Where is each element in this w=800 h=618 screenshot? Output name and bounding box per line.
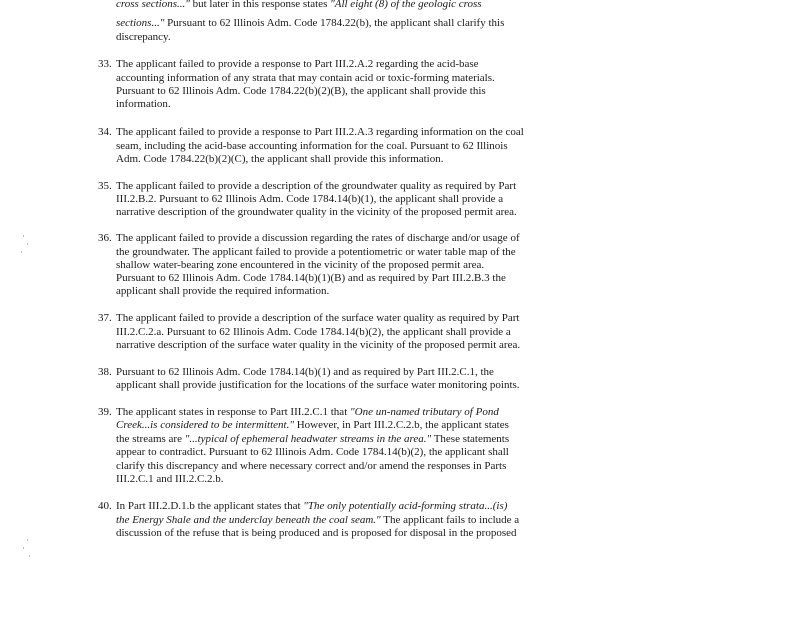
- item-37-line: The applicant failed to provide a description of the surface water quality as required by Part: [116, 312, 520, 324]
- fragment-line-2: [116, 17, 504, 30]
- scan-speck: ·: [22, 231, 25, 241]
- item-36-line: shallow water-bearing zone encountered in the vicinity of the proposed permit area.: [116, 259, 485, 271]
- item-number: 37.: [98, 312, 112, 324]
- item-38-line: Pursuant to 62 Illinois Adm. Code 1784.14(b)(1) and as required by Part III.2.C.1, the: [116, 366, 494, 378]
- scan-speck: ·: [20, 247, 23, 257]
- fragment-quote-1: cross sections...": [116, 0, 190, 10]
- item-36-line: The applicant failed to provide a discussion regarding the rates of discharge and/or usage of: [116, 232, 520, 244]
- item-39-line: appear to contradict. Pursuant to 62 Illinois Adm. Code 1784.14(b)(2), the applicant shall: [116, 446, 509, 458]
- fragment-quote-2: "All eight (8) of the geologic cross: [330, 0, 482, 10]
- item-number: 39.: [98, 406, 112, 418]
- fragment-text-2: Pursuant to 62 Illinois Adm. Code 1784.22(b), the applicant shall clarify this: [164, 17, 505, 29]
- item-33-line: The applicant failed to provide a response to Part III.2.A.2 regarding the acid-base: [116, 58, 479, 70]
- item-36-line: the groundwater. The applicant failed to provide a potentiometric or water table map of the: [116, 246, 516, 258]
- item-39-text: The applicant states in response to Part III.2.C.1 that: [116, 406, 350, 418]
- item-36-line: Pursuant to 62 Illinois Adm. Code 1784.14(b)(1)(B) and as required by Part III.2.B.3 the: [116, 272, 506, 284]
- fragment-text-1: but later in this response states: [189, 0, 331, 10]
- item-37-line: III.2.C.2.a. Pursuant to 62 Illinois Adm. Code 1784.14(b)(2), the applicant shall provide a: [116, 326, 511, 338]
- item-39-text: the streams are: [116, 433, 185, 445]
- item-40-quote: "The only potentially acid-forming strata...(is): [303, 500, 508, 512]
- item-number: 36.: [98, 232, 112, 244]
- item-39-quote: Creek...is considered to be intermittent.": [116, 419, 294, 431]
- item-37-line: narrative description of the surface water quality in the vicinity of the proposed permit area.: [116, 339, 521, 351]
- item-number: 33.: [98, 58, 112, 70]
- item-33-line: Pursuant to 62 Illinois Adm. Code 1784.22(b)(2)(B), the applicant shall provide this: [116, 85, 486, 97]
- item-39-line: [116, 433, 509, 446]
- item-39-line: III.2.C.1 and III.2.C.2.b.: [116, 473, 224, 485]
- item-34-line: seam, including the acid-base accounting information for the coal. Pursuant to 62 Illinois: [116, 140, 508, 152]
- fragment-line-1: [116, 0, 482, 11]
- item-number: 40.: [98, 500, 112, 512]
- item-35-line: The applicant failed to provide a description of the groundwater quality as required by Part: [116, 180, 517, 192]
- item-number: 38.: [98, 366, 112, 378]
- item-39-quote: "One un-named tributary of Pond: [350, 406, 499, 418]
- item-40-quote: the Energy Shale and the underclay beneath the coal seam.": [116, 514, 381, 526]
- item-40-line: [116, 514, 519, 527]
- item-35-line: narrative description of the groundwater quality in the vicinity of the proposed permit area.: [116, 206, 517, 218]
- item-34-line: Adm. Code 1784.22(b)(2)(C), the applicant shall provide this information.: [116, 153, 444, 165]
- item-40-text: The applicant fails to include a: [380, 514, 520, 526]
- item-39-text: These statements: [431, 433, 510, 445]
- item-35-line: III.2.B.2. Pursuant to 62 Illinois Adm. Code 1784.14(b)(1), the applicant shall provide a: [116, 193, 504, 205]
- item-33-line: information.: [116, 98, 171, 110]
- fragment-line-3: discrepancy.: [116, 31, 171, 43]
- fragment-quote-3: sections...": [116, 17, 165, 29]
- item-39-line: [116, 419, 509, 432]
- item-40-line: [116, 500, 507, 513]
- item-40-line: discussion of the refuse that is being produced and is proposed for disposal in the proposed: [116, 527, 517, 539]
- scan-speck: ·: [28, 551, 31, 561]
- item-39-quote: "...typical of ephemeral headwater streams in the area.": [184, 433, 432, 445]
- item-38-line: applicant shall provide justification for the locations of the surface water monitoring points.: [116, 379, 520, 391]
- item-39-text: However, in Part III.2.C.2.b, the applicant states: [293, 419, 509, 431]
- item-39-line: clarify this discrepancy and where necessary correct and/or amend the responses in Parts: [116, 460, 507, 472]
- item-number: 35.: [98, 180, 112, 192]
- scan-speck: ·: [22, 543, 25, 553]
- item-36-line: applicant shall provide the required information.: [116, 285, 330, 297]
- item-40-text: In Part III.2.D.1.b the applicant states that: [116, 500, 304, 512]
- scan-speck: ·: [26, 535, 29, 545]
- item-39-line: [116, 406, 499, 419]
- item-33-line: accounting information of any strata that may contain acid or toxic-forming materials.: [116, 72, 495, 84]
- item-number: 34.: [98, 126, 112, 138]
- item-34-line: The applicant failed to provide a response to Part III.2.A.3 regarding information on the coal: [116, 126, 524, 138]
- scan-speck: ·: [26, 239, 29, 249]
